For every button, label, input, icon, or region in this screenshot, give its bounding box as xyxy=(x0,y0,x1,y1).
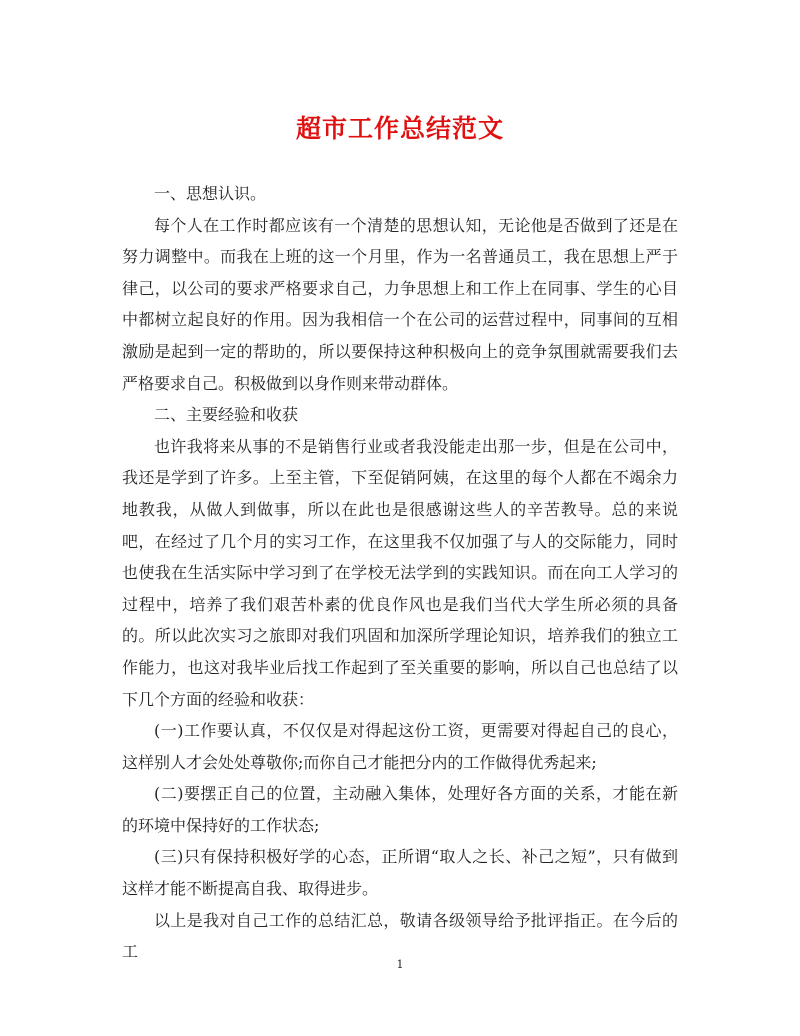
paragraph-experience: 也许我将来从事的不是销售行业或者我没能走出那一步，但是在公司中，我还是学到了许多。上至主管，下至促销阿姨，在这里的每个人都在不竭余力地教我，从做人到做事，所以在此也是很感谢这些人的辛苦教导。总的来说吧，在经过了几个月的实习工作，在这里我不仅加强了与人的交际能力，同时也使我在生活实际中学习到了在学校无法学到的实践知识。而在向工人学习的过程中，培养了我们艰苦朴素的优良作风也是我们当代大学生所必须的具备的。所以此次实习之旅即对我们巩固和加深所学理论知识，培养我们的独立工作能力，也这对我毕业后找工作起到了至关重要的影响，所以自己也总结了以下几个方面的经验和收获： xyxy=(122,436,678,709)
paragraph-thoughts: 每个人在工作时都应该有一个清楚的思想认知，无论他是否做到了还是在努力调整中。而我在上班的这一个月里，作为一名普通员工，我在思想上严于律己，以公司的要求严格要求自己，力争思想上和工作上在同事、学生的心目中都树立起良好的作用。因为我相信一个在公司的运营过程中，同事间的互相激励是起到一定的帮助的，所以要保持这种积极向上的竞争氛围就需要我们去严格要求自己。积极做到以身作则来带动群体。 xyxy=(122,215,678,393)
list-item-three: (三)只有保持积极好学的心态，正所谓“取人之长、补己之短”，只有做到这样才能不断提高自我、取得进步。 xyxy=(122,847,678,899)
paragraph-conclusion: 以上是我对自己工作的总结汇总，敬请各级领导给予批评指正。在今后的工 xyxy=(122,910,678,962)
section-heading-experience: 二、主要经验和收获 xyxy=(154,405,299,425)
document-title: 超市工作总结范文 xyxy=(295,114,504,143)
list-item-one: (一)工作要认真，不仅仅是对得起这份工资，更需要对得起自己的良心，这样别人才会处处尊敬你;而你自己才能把分内的工作做得优秀起来; xyxy=(122,721,678,772)
document-body xyxy=(122,178,678,968)
list-item-two: (二)要摆正自己的位置，主动融入集体，处理好各方面的关系，才能在新的环境中保持好的工作状态; xyxy=(122,784,678,835)
page-number: 1 xyxy=(396,958,404,971)
section-heading-thoughts: 一、思想认识。 xyxy=(154,184,267,203)
